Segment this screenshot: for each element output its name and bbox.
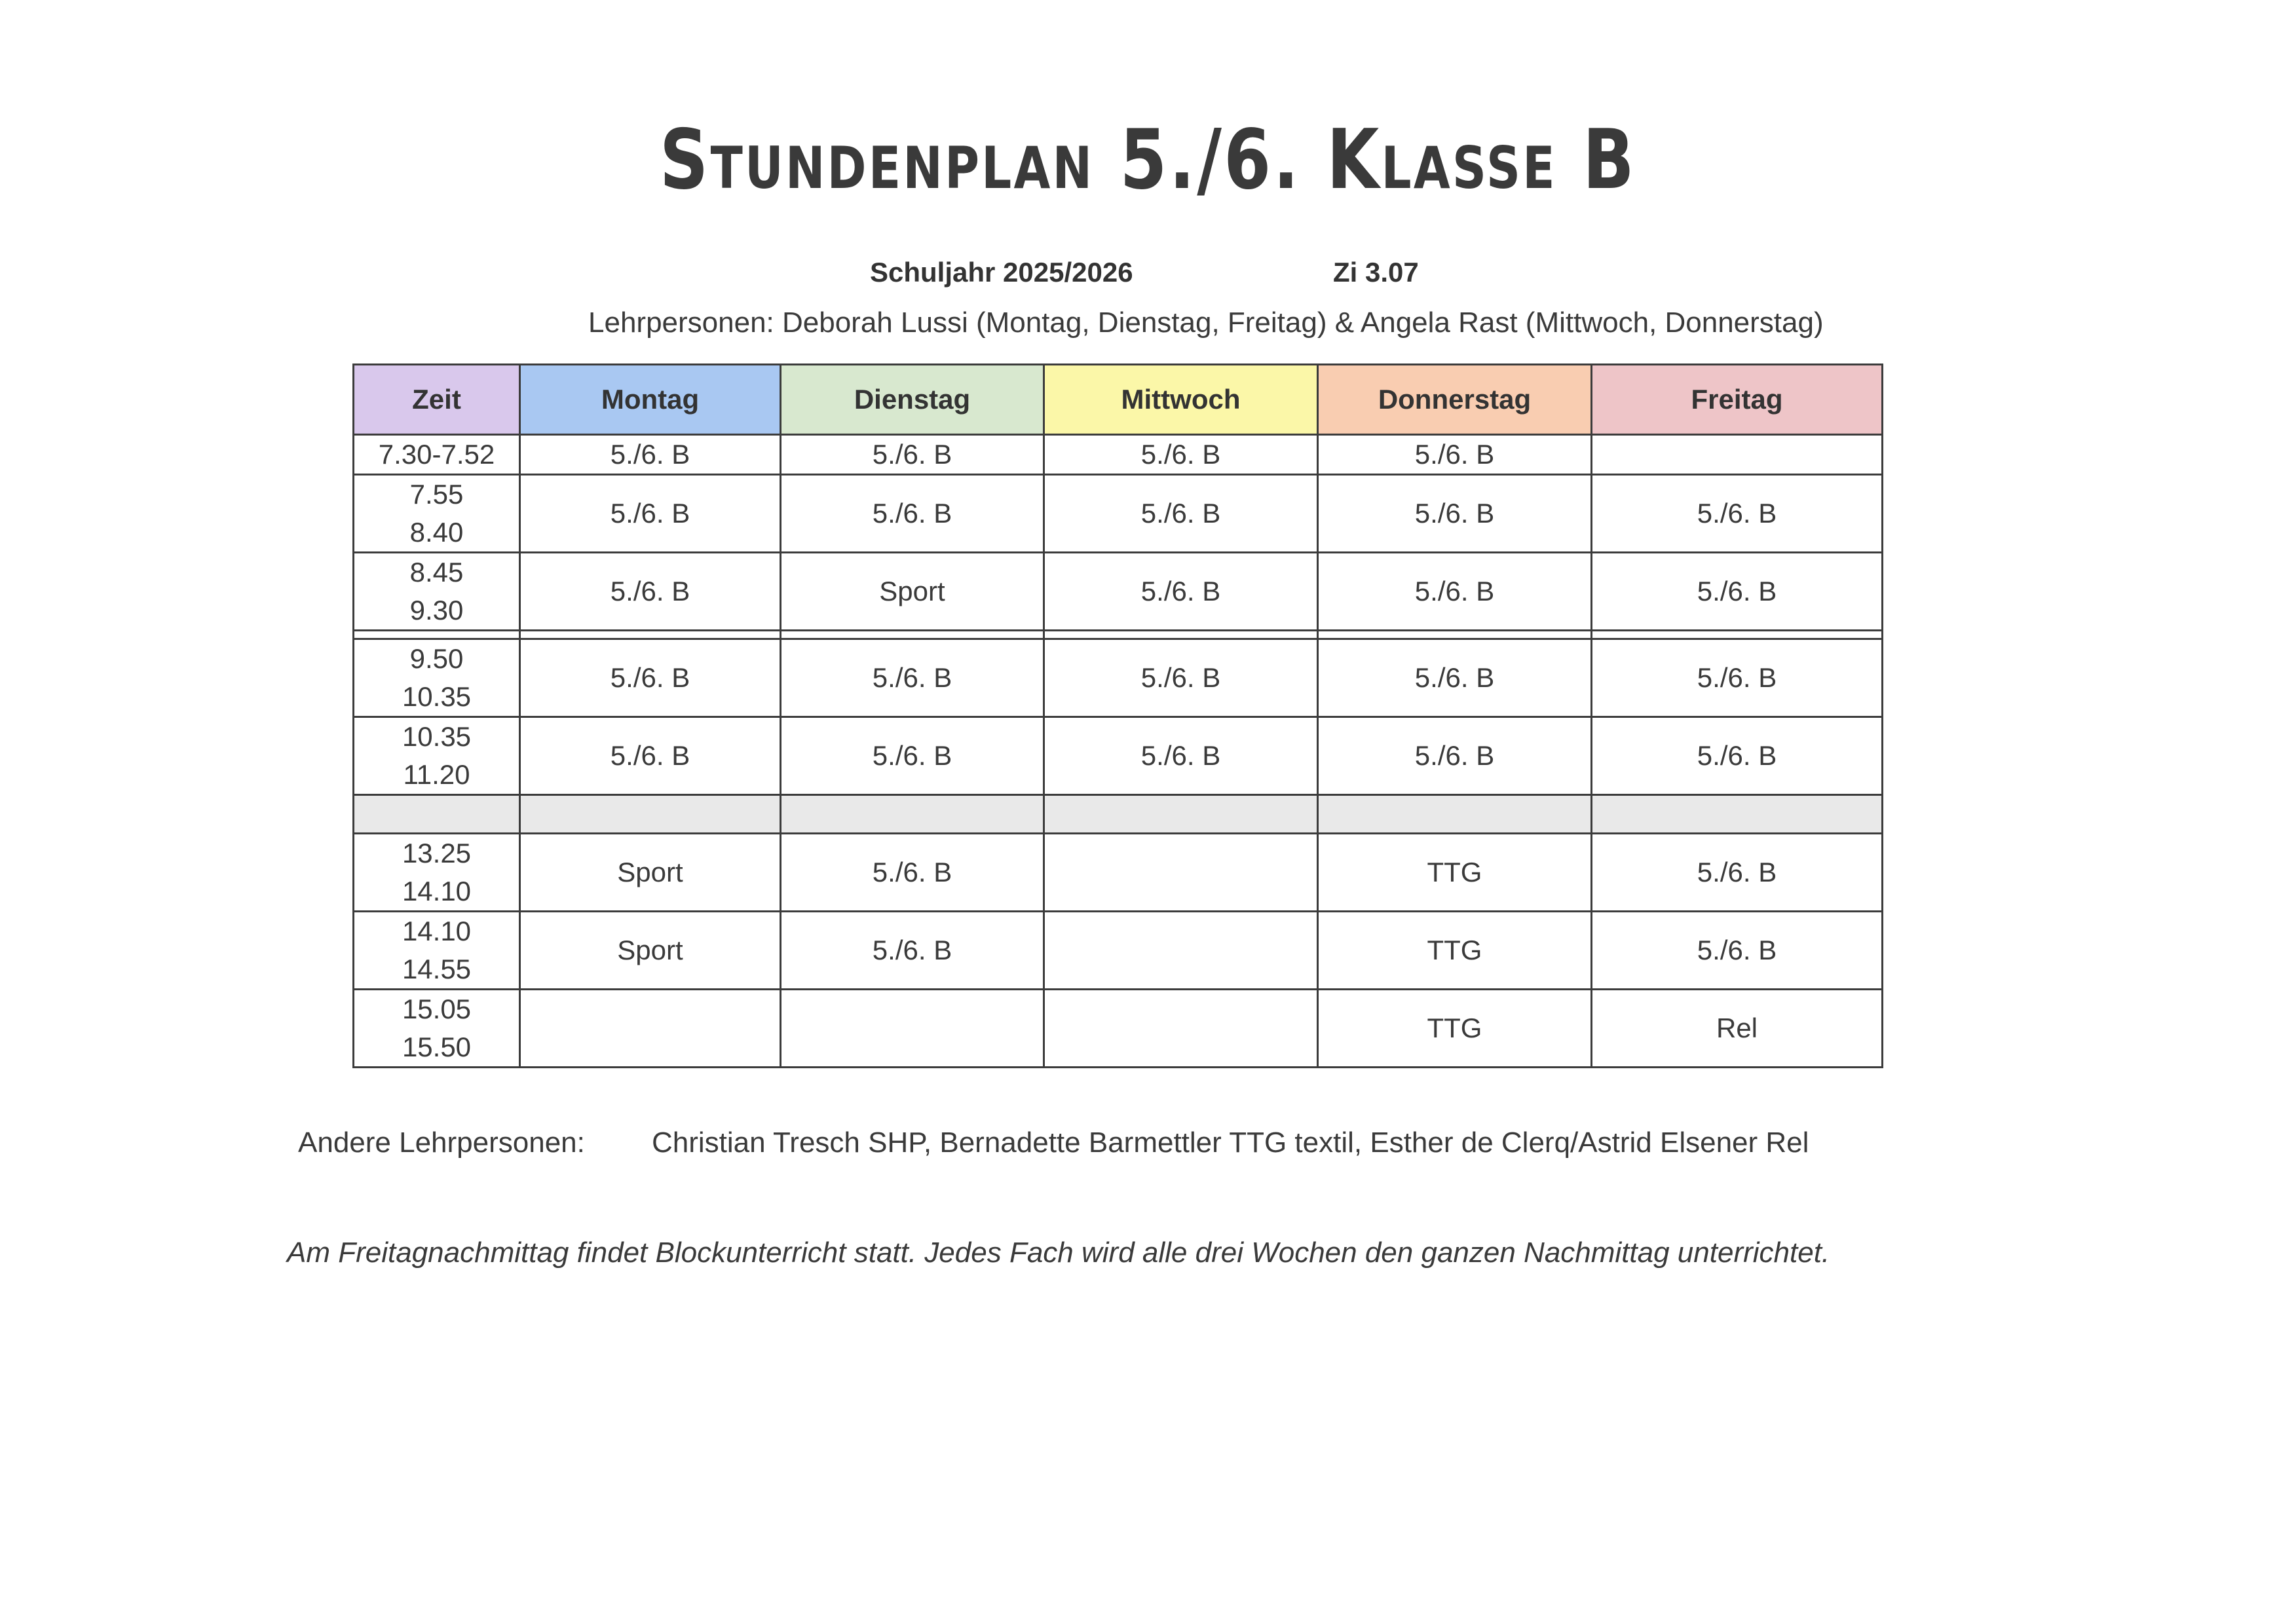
lesson-cell: 5./6. B (1592, 639, 1883, 717)
time-start: 8.45 (409, 557, 464, 587)
lesson-cell: 5./6. B (1592, 553, 1883, 631)
other-teachers-label: Andere Lehrpersonen: (298, 1127, 585, 1159)
table-row (354, 990, 1883, 1068)
timetable (352, 363, 1883, 1068)
lesson-cell: 5./6. B (1318, 639, 1592, 717)
lesson-cell: 5./6. B (1044, 639, 1318, 717)
col-header-dienstag: Dienstag (781, 365, 1044, 435)
lesson-cell: TTG (1318, 834, 1592, 912)
teachers-line: Lehrpersonen: Deborah Lussi (Montag, Dienstag, Freitag) & Angela Rast (Mittwoch, Donnerstag) (588, 307, 1824, 339)
time-cell (354, 990, 520, 1068)
lesson-cell: 5./6. B (781, 834, 1044, 912)
lesson-cell: 5./6. B (520, 639, 781, 717)
other-teachers-list: Christian Tresch SHP, Bernadette Barmettler TTG textil, Esther de Clerq/Astrid Elsener Rel (652, 1127, 1809, 1159)
time-cell (354, 912, 520, 990)
col-header-zeit: Zeit (354, 365, 520, 435)
table-row (354, 435, 1883, 475)
lesson-cell: 5./6. B (1318, 435, 1592, 475)
lesson-cell: 5./6. B (781, 717, 1044, 795)
time-end: 9.30 (409, 595, 464, 625)
room-number: Zi 3.07 (1333, 257, 1419, 288)
header-row (354, 365, 1883, 435)
time-start: 10.35 (402, 721, 472, 752)
lesson-cell: 5./6. B (520, 475, 781, 553)
lesson-cell: 5./6. B (781, 912, 1044, 990)
lesson-cell: 5./6. B (781, 435, 1044, 475)
lesson-cell: Sport (520, 912, 781, 990)
time-end: 14.10 (402, 876, 472, 906)
lesson-cell: 5./6. B (1318, 475, 1592, 553)
page-title: Stundenplan 5./6. Klasse B (659, 111, 1637, 208)
lesson-cell (1044, 990, 1318, 1068)
time-cell (354, 553, 520, 631)
break-row (354, 631, 1883, 639)
time-start: 7.30-7.52 (378, 439, 495, 470)
school-year: Schuljahr 2025/2026 (870, 257, 1133, 288)
friday-note: Am Freitagnachmittag findet Blockunterricht statt. Jedes Fach wird alle drei Wochen den ganzen Nachmittag unterrichtet. (287, 1237, 1830, 1269)
lesson-cell: 5./6. B (1044, 435, 1318, 475)
time-end: 11.20 (403, 759, 470, 790)
lesson-cell: 5./6. B (520, 717, 781, 795)
time-end: 8.40 (409, 517, 464, 548)
lesson-cell (1592, 435, 1883, 475)
lesson-cell: 5./6. B (1318, 553, 1592, 631)
time-start: 7.55 (409, 479, 464, 510)
time-start: 15.05 (402, 994, 472, 1024)
lesson-cell: 5./6. B (1044, 717, 1318, 795)
lesson-cell (1044, 834, 1318, 912)
lesson-cell (781, 990, 1044, 1068)
table-row (354, 639, 1883, 717)
lesson-cell: 5./6. B (1592, 912, 1883, 990)
lesson-cell: TTG (1318, 990, 1592, 1068)
table-row (354, 834, 1883, 912)
lesson-cell: Rel (1592, 990, 1883, 1068)
time-end: 10.35 (402, 681, 472, 712)
lesson-cell: 5./6. B (1592, 834, 1883, 912)
col-header-freitag: Freitag (1592, 365, 1883, 435)
table-row (354, 475, 1883, 553)
lesson-cell: 5./6. B (520, 553, 781, 631)
col-header-mittwoch: Mittwoch (1044, 365, 1318, 435)
col-header-montag: Montag (520, 365, 781, 435)
time-end: 15.50 (402, 1032, 472, 1062)
time-cell (354, 435, 520, 475)
time-start: 14.10 (402, 916, 472, 946)
table-row (354, 717, 1883, 795)
lesson-cell: TTG (1318, 912, 1592, 990)
lesson-cell: 5./6. B (781, 639, 1044, 717)
time-cell (354, 717, 520, 795)
time-start: 13.25 (402, 838, 472, 868)
lesson-cell: 5./6. B (781, 475, 1044, 553)
lunch-break-row (354, 795, 1883, 834)
lesson-cell (1044, 912, 1318, 990)
time-end: 14.55 (402, 954, 472, 984)
time-cell (354, 834, 520, 912)
lesson-cell: 5./6. B (520, 435, 781, 475)
lesson-cell: 5./6. B (1044, 553, 1318, 631)
table-row (354, 912, 1883, 990)
lesson-cell (520, 990, 781, 1068)
lesson-cell: Sport (520, 834, 781, 912)
time-start: 9.50 (409, 643, 464, 674)
time-cell (354, 475, 520, 553)
lesson-cell: 5./6. B (1592, 475, 1883, 553)
table-row (354, 553, 1883, 631)
lesson-cell: 5./6. B (1044, 475, 1318, 553)
time-cell (354, 639, 520, 717)
lesson-cell: 5./6. B (1592, 717, 1883, 795)
lesson-cell: Sport (781, 553, 1044, 631)
col-header-donnerstag: Donnerstag (1318, 365, 1592, 435)
lesson-cell: 5./6. B (1318, 717, 1592, 795)
